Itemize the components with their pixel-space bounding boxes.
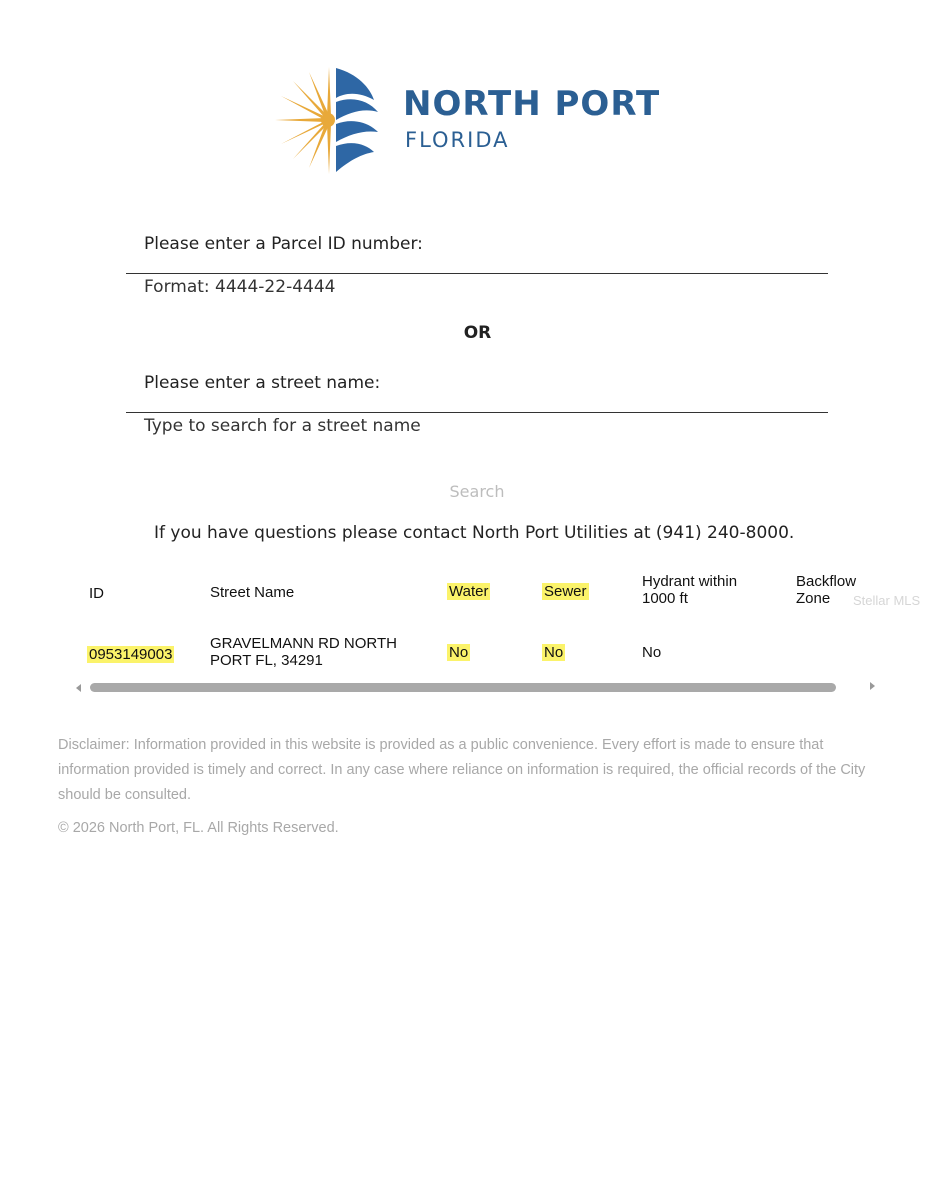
street-name-placeholder: Type to search for a street name [144, 416, 421, 436]
column-header-id: ID [89, 585, 104, 602]
search-button[interactable]: Search [449, 482, 505, 501]
cell-street-name: GRAVELMANN RD NORTH PORT FL, 34291 [210, 635, 397, 669]
column-header-hydrant: Hydrant within 1000 ft [642, 573, 738, 607]
cell-hydrant: No [642, 644, 662, 661]
parcel-id-field[interactable] [126, 235, 828, 274]
brand-name: NORTH PORT [403, 84, 661, 124]
scroll-right-icon[interactable] [870, 682, 875, 690]
column-header-water: Water [449, 583, 489, 600]
parcel-id-label: Please enter a Parcel ID number: [144, 234, 423, 254]
horizontal-scrollbar[interactable] [90, 683, 836, 692]
parcel-id-input[interactable] [126, 235, 828, 273]
street-name-label: Please enter a street name: [144, 373, 381, 393]
street-name-input[interactable] [126, 374, 828, 412]
sun-palm-logo-icon [272, 64, 384, 176]
cell-water: No [449, 644, 469, 661]
contact-info: If you have questions please contact North Port Utilities at (941) 240-8000. [154, 523, 795, 543]
column-header-street-name: Street Name [210, 584, 295, 601]
scroll-left-icon[interactable] [76, 684, 81, 692]
cell-sewer: No [544, 644, 564, 661]
column-header-sewer: Sewer [544, 583, 587, 600]
north-port-logo [272, 64, 692, 176]
street-name-field[interactable] [126, 374, 828, 413]
disclaimer: Disclaimer: Information provided in this website is provided as a public convenience. Every effort is made to ensure that information provided is timely and correct. In any case where reliance on information is required, the official records of the City should be consulted. [58, 737, 866, 803]
or-separator: OR [463, 323, 492, 343]
cell-id: 0953149003 [89, 646, 173, 663]
watermark: Stellar MLS [853, 593, 921, 608]
column-header-backflow: Backflow Zone [796, 573, 857, 607]
copyright: © 2026 North Port, FL. All Rights Reserved. [58, 820, 339, 836]
brand-subtitle: FLORIDA [405, 128, 510, 152]
parcel-id-placeholder: Format: 4444-22-4444 [144, 277, 336, 297]
